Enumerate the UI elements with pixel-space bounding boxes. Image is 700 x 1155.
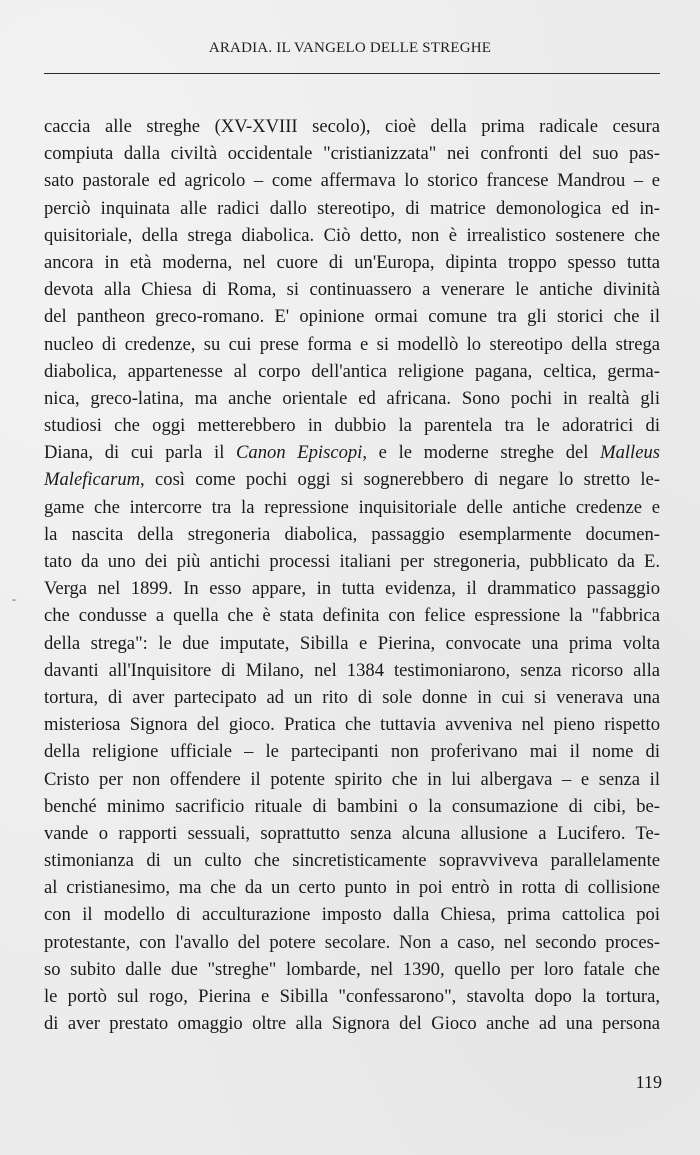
- text-line: benché minimo sacrificio rituale di bambini o la consumazione di cibi, be-: [44, 795, 660, 817]
- text-line: di aver prestato omaggio oltre alla Signora del Gioco anche ad una persona: [44, 1013, 660, 1035]
- text-line: compiuta dalla civiltà occidentale "cristianizzata" nei confronti del suo pas-: [44, 143, 660, 165]
- text-line: studiosi che oggi metterebbero in dubbio la parentela tra le adoratrici di: [44, 415, 660, 437]
- text-line: con il modello di acculturazione imposto dalla Chiesa, prima cattolica poi: [44, 904, 660, 926]
- text-line: la nascita della stregoneria diabolica, passaggio esemplarmente documen-: [44, 523, 660, 545]
- text-line: che condusse a quella che è stata definita con felice espressione la "fabbrica: [44, 605, 660, 627]
- text-line: le portò sul rogo, Pierina e Sibilla "confessarono", stavolta dopo la tortura,: [44, 986, 660, 1007]
- running-header: ARADIA. IL VANGELO DELLE STREGHE: [208, 40, 492, 56]
- text-line: [44, 466, 660, 493]
- text-line: vande o rapporti sessuali, soprattutto senza alcuna allusione a Lucifero. Te-: [44, 822, 660, 844]
- text-line: perciò inquinata alle radici dallo stereotipo, di matrice demonologica ed in-: [44, 197, 660, 219]
- text-line: stimonianza di un culto che sincretisticamente sopravviveva parallelamente: [44, 850, 660, 872]
- text-line: diabolica, appartenesse al corpo dell'antica religione pagana, celtica, germa-: [44, 360, 660, 382]
- text-line: ancora in età moderna, nel cuore di un'Europa, dipinta troppo spesso tutta: [44, 251, 660, 273]
- text-line: misteriosa Signora del gioco. Pratica che tuttavia avveniva nel pieno rispetto: [44, 714, 660, 736]
- text-segment: , e le moderne streghe del: [362, 442, 601, 464]
- text-line: del pantheon greco-romano. E' opinione ormai comune tra gli storici che il: [44, 306, 660, 328]
- italic-title-canon-episcopi: Canon Episcopi: [236, 442, 363, 464]
- text-line: tato da uno dei più antichi processi italiani per stregoneria, pubblicato da E.: [44, 551, 660, 572]
- italic-title-malleus: Malleus: [600, 442, 661, 464]
- text-line: caccia alle streghe (XV-XVIII secolo), cioè della prima radicale cesura: [44, 116, 660, 137]
- text-line: tortura, di aver partecipato ad un rito di sole donne in cui si venerava una: [44, 686, 660, 708]
- text-line: al cristianesimo, ma che da un certo punto in poi entrò in rotta di collisione: [44, 877, 660, 899]
- text-line: devota alla Chiesa di Roma, si continuassero a venerare le antiche divinità: [44, 279, 660, 301]
- text-line: quisitoriale, della strega diabolica. Ciò detto, non è irrealistico sostenere che: [44, 224, 660, 246]
- text-segment: , così come pochi oggi si sognerebbero di negare lo stretto le-: [140, 469, 660, 491]
- text-segment: Diana, di cui parla il: [44, 442, 237, 464]
- text-line: Verga nel 1899. In esso appare, in tutta evidenza, il drammatico passaggio: [44, 578, 660, 600]
- text-line: nica, greco-latina, ma anche orientale ed africana. Sono pochi in realtà gli: [44, 387, 660, 409]
- text-line: Cristo per non offendere il potente spirito che in lui albergava – e senza il: [44, 768, 660, 790]
- text-line: protestante, con l'avallo del potere secolare. Non a caso, nel secondo proces-: [44, 931, 660, 953]
- text-line: so subito dalle due "streghe" lombarde, nel 1390, quello per loro fatale che: [44, 958, 660, 980]
- margin-mark: -: [12, 592, 16, 606]
- text-line: davanti all'Inquisitore di Milano, nel 1384 testimoniarono, senza ricorso alla: [44, 659, 660, 681]
- text-line: sato pastorale ed agricolo – come affermava lo storico francese Mandrou – e: [44, 170, 660, 192]
- text-line: della strega": le due imputate, Sibilla e Pierina, convocate una prima volta: [44, 632, 660, 654]
- text-line: nucleo di credenze, su cui prese forma e si modellò lo stereotipo della strega: [44, 333, 660, 355]
- text-line: [44, 439, 660, 466]
- body-text: [44, 113, 660, 1037]
- page-number: 119: [635, 1072, 662, 1092]
- italic-title-maleficarum: Maleficarum: [44, 469, 141, 491]
- text-line: game che intercorre tra la repressione inquisitoriale delle antiche credenze e: [44, 496, 660, 518]
- header-rule: [44, 73, 660, 74]
- text-line: della religione ufficiale – le partecipanti non proferivano mai il nome di: [44, 741, 660, 763]
